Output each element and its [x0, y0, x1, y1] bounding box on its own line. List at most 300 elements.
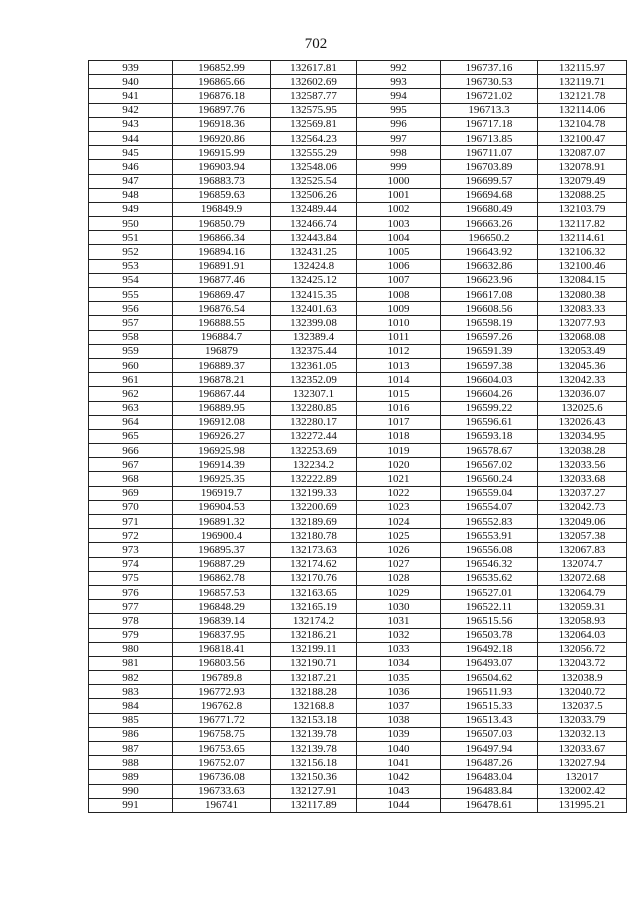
y-coordinate-cell: 132025.6 — [538, 401, 627, 415]
point-number-cell: 1000 — [357, 174, 441, 188]
y-coordinate-cell: 132173.63 — [271, 543, 357, 557]
x-coordinate-cell: 196733.63 — [173, 784, 271, 798]
y-coordinate-cell: 132103.79 — [538, 202, 627, 216]
x-coordinate-cell: 196553.91 — [441, 529, 538, 543]
y-coordinate-cell: 132114.06 — [538, 103, 627, 117]
y-coordinate-cell: 132088.25 — [538, 188, 627, 202]
y-coordinate-cell: 132234.2 — [271, 458, 357, 472]
x-coordinate-cell: 196483.04 — [441, 770, 538, 784]
point-number-cell: 979 — [89, 628, 173, 642]
point-number-cell: 985 — [89, 713, 173, 727]
x-coordinate-cell: 196876.54 — [173, 302, 271, 316]
table-row — [89, 387, 627, 401]
y-coordinate-cell: 132555.29 — [271, 146, 357, 160]
point-number-cell: 1022 — [357, 486, 441, 500]
point-number-cell: 1005 — [357, 245, 441, 259]
x-coordinate-cell: 196721.02 — [441, 89, 538, 103]
point-number-cell: 968 — [89, 472, 173, 486]
y-coordinate-cell: 132068.08 — [538, 330, 627, 344]
x-coordinate-cell: 196818.41 — [173, 642, 271, 656]
x-coordinate-cell: 196839.14 — [173, 614, 271, 628]
point-number-cell: 981 — [89, 656, 173, 670]
point-number-cell: 1032 — [357, 628, 441, 642]
point-number-cell: 984 — [89, 699, 173, 713]
y-coordinate-cell: 132375.44 — [271, 344, 357, 358]
point-number-cell: 975 — [89, 571, 173, 585]
point-number-cell: 1037 — [357, 699, 441, 713]
point-number-cell: 964 — [89, 415, 173, 429]
y-coordinate-cell: 132617.81 — [271, 61, 357, 75]
table-row — [89, 131, 627, 145]
x-coordinate-cell: 196504.62 — [441, 671, 538, 685]
point-number-cell: 1012 — [357, 344, 441, 358]
y-coordinate-cell: 132253.69 — [271, 444, 357, 458]
point-number-cell: 941 — [89, 89, 173, 103]
point-number-cell: 1006 — [357, 259, 441, 273]
point-number-cell: 1044 — [357, 798, 441, 812]
y-coordinate-cell: 132222.89 — [271, 472, 357, 486]
x-coordinate-cell: 196772.93 — [173, 685, 271, 699]
table-row — [89, 571, 627, 585]
point-number-cell: 954 — [89, 273, 173, 287]
table-row — [89, 202, 627, 216]
x-coordinate-cell: 196878.21 — [173, 373, 271, 387]
x-coordinate-cell: 196493.07 — [441, 656, 538, 670]
x-coordinate-cell: 196894.16 — [173, 245, 271, 259]
x-coordinate-cell: 196849.9 — [173, 202, 271, 216]
point-number-cell: 994 — [357, 89, 441, 103]
table-row — [89, 614, 627, 628]
y-coordinate-cell: 132002.42 — [538, 784, 627, 798]
table-row — [89, 103, 627, 117]
table-row — [89, 585, 627, 599]
point-number-cell: 991 — [89, 798, 173, 812]
y-coordinate-cell: 132078.91 — [538, 160, 627, 174]
table-row — [89, 174, 627, 188]
x-coordinate-cell: 196680.49 — [441, 202, 538, 216]
x-coordinate-cell: 196862.78 — [173, 571, 271, 585]
point-number-cell: 1040 — [357, 742, 441, 756]
table-row — [89, 472, 627, 486]
point-number-cell: 944 — [89, 131, 173, 145]
y-coordinate-cell: 132186.21 — [271, 628, 357, 642]
point-number-cell: 1003 — [357, 217, 441, 231]
x-coordinate-cell: 196789.8 — [173, 671, 271, 685]
point-number-cell: 967 — [89, 458, 173, 472]
y-coordinate-cell: 132569.81 — [271, 117, 357, 131]
y-coordinate-cell: 132079.49 — [538, 174, 627, 188]
x-coordinate-cell: 196919.7 — [173, 486, 271, 500]
y-coordinate-cell: 132587.77 — [271, 89, 357, 103]
x-coordinate-cell: 196891.91 — [173, 259, 271, 273]
point-number-cell: 947 — [89, 174, 173, 188]
x-coordinate-cell: 196741 — [173, 798, 271, 812]
table-row — [89, 231, 627, 245]
x-coordinate-cell: 196483.84 — [441, 784, 538, 798]
x-coordinate-cell: 196803.56 — [173, 656, 271, 670]
x-coordinate-cell: 196926.27 — [173, 429, 271, 443]
table-row — [89, 713, 627, 727]
point-number-cell: 1010 — [357, 316, 441, 330]
point-number-cell: 992 — [357, 61, 441, 75]
y-coordinate-cell: 132466.74 — [271, 217, 357, 231]
x-coordinate-cell: 196859.63 — [173, 188, 271, 202]
table-row — [89, 358, 627, 372]
y-coordinate-cell: 132280.85 — [271, 401, 357, 415]
y-coordinate-cell: 132038.28 — [538, 444, 627, 458]
y-coordinate-cell: 132043.72 — [538, 656, 627, 670]
x-coordinate-cell: 196918.36 — [173, 117, 271, 131]
x-coordinate-cell: 196597.26 — [441, 330, 538, 344]
table-row — [89, 61, 627, 75]
point-number-cell: 973 — [89, 543, 173, 557]
y-coordinate-cell: 132017 — [538, 770, 627, 784]
point-number-cell: 982 — [89, 671, 173, 685]
x-coordinate-cell: 196736.08 — [173, 770, 271, 784]
point-number-cell: 1019 — [357, 444, 441, 458]
point-number-cell: 956 — [89, 302, 173, 316]
point-number-cell: 1029 — [357, 585, 441, 599]
y-coordinate-cell: 132189.69 — [271, 515, 357, 529]
point-number-cell: 1011 — [357, 330, 441, 344]
point-number-cell: 940 — [89, 75, 173, 89]
table-row — [89, 89, 627, 103]
x-coordinate-cell: 196848.29 — [173, 600, 271, 614]
x-coordinate-cell: 196554.07 — [441, 500, 538, 514]
y-coordinate-cell: 132525.54 — [271, 174, 357, 188]
y-coordinate-cell: 132074.7 — [538, 557, 627, 571]
point-number-cell: 998 — [357, 146, 441, 160]
x-coordinate-cell: 196914.39 — [173, 458, 271, 472]
y-coordinate-cell: 132443.84 — [271, 231, 357, 245]
point-number-cell: 949 — [89, 202, 173, 216]
y-coordinate-cell: 131995.21 — [538, 798, 627, 812]
x-coordinate-cell: 196535.62 — [441, 571, 538, 585]
table-row — [89, 770, 627, 784]
x-coordinate-cell: 196597.38 — [441, 358, 538, 372]
x-coordinate-cell: 196762.8 — [173, 699, 271, 713]
point-number-cell: 987 — [89, 742, 173, 756]
x-coordinate-cell: 196604.26 — [441, 387, 538, 401]
y-coordinate-cell: 132104.78 — [538, 117, 627, 131]
y-coordinate-cell: 132115.97 — [538, 61, 627, 75]
point-number-cell: 1013 — [357, 358, 441, 372]
y-coordinate-cell: 132170.76 — [271, 571, 357, 585]
table-row — [89, 160, 627, 174]
x-coordinate-cell: 196593.18 — [441, 429, 538, 443]
x-coordinate-cell: 196925.35 — [173, 472, 271, 486]
x-coordinate-cell: 196889.95 — [173, 401, 271, 415]
x-coordinate-cell: 196730.53 — [441, 75, 538, 89]
x-coordinate-cell: 196511.93 — [441, 685, 538, 699]
x-coordinate-cell: 196546.32 — [441, 557, 538, 571]
point-number-cell: 1020 — [357, 458, 441, 472]
x-coordinate-cell: 196515.33 — [441, 699, 538, 713]
y-coordinate-cell: 132119.71 — [538, 75, 627, 89]
point-number-cell: 959 — [89, 344, 173, 358]
table-row — [89, 429, 627, 443]
x-coordinate-cell: 196608.56 — [441, 302, 538, 316]
y-coordinate-cell: 132100.47 — [538, 131, 627, 145]
x-coordinate-cell: 196925.98 — [173, 444, 271, 458]
y-coordinate-cell: 132165.19 — [271, 600, 357, 614]
table-row — [89, 444, 627, 458]
y-coordinate-cell: 132361.05 — [271, 358, 357, 372]
x-coordinate-cell: 196522.11 — [441, 600, 538, 614]
point-number-cell: 948 — [89, 188, 173, 202]
x-coordinate-cell: 196556.08 — [441, 543, 538, 557]
table-row — [89, 685, 627, 699]
point-number-cell: 961 — [89, 373, 173, 387]
x-coordinate-cell: 196879 — [173, 344, 271, 358]
x-coordinate-cell: 196753.65 — [173, 742, 271, 756]
y-coordinate-cell: 132087.07 — [538, 146, 627, 160]
x-coordinate-cell: 196567.02 — [441, 458, 538, 472]
table-row — [89, 316, 627, 330]
point-number-cell: 1034 — [357, 656, 441, 670]
x-coordinate-cell: 196897.76 — [173, 103, 271, 117]
table-row — [89, 500, 627, 514]
x-coordinate-cell: 196497.94 — [441, 742, 538, 756]
x-coordinate-cell: 196867.44 — [173, 387, 271, 401]
point-number-cell: 996 — [357, 117, 441, 131]
point-number-cell: 953 — [89, 259, 173, 273]
point-number-cell: 942 — [89, 103, 173, 117]
x-coordinate-cell: 196694.68 — [441, 188, 538, 202]
point-number-cell: 970 — [89, 500, 173, 514]
point-number-cell: 950 — [89, 217, 173, 231]
x-coordinate-cell: 196876.18 — [173, 89, 271, 103]
point-number-cell: 1041 — [357, 756, 441, 770]
x-coordinate-cell: 196837.95 — [173, 628, 271, 642]
y-coordinate-cell: 132045.36 — [538, 358, 627, 372]
point-number-cell: 990 — [89, 784, 173, 798]
x-coordinate-cell: 196900.4 — [173, 529, 271, 543]
x-coordinate-cell: 196492.18 — [441, 642, 538, 656]
table-row — [89, 756, 627, 770]
x-coordinate-cell: 196527.01 — [441, 585, 538, 599]
y-coordinate-cell: 132037.5 — [538, 699, 627, 713]
point-number-cell: 1017 — [357, 415, 441, 429]
y-coordinate-cell: 132174.62 — [271, 557, 357, 571]
point-number-cell: 1009 — [357, 302, 441, 316]
table-row — [89, 515, 627, 529]
x-coordinate-cell: 196903.94 — [173, 160, 271, 174]
y-coordinate-cell: 132352.09 — [271, 373, 357, 387]
x-coordinate-cell: 196617.08 — [441, 288, 538, 302]
point-number-cell: 1018 — [357, 429, 441, 443]
y-coordinate-cell: 132399.08 — [271, 316, 357, 330]
point-number-cell: 945 — [89, 146, 173, 160]
y-coordinate-cell: 132064.03 — [538, 628, 627, 642]
table-row — [89, 642, 627, 656]
y-coordinate-cell: 132431.25 — [271, 245, 357, 259]
page-number: 702 — [304, 36, 328, 52]
point-number-cell: 986 — [89, 727, 173, 741]
y-coordinate-cell: 132033.68 — [538, 472, 627, 486]
table-row — [89, 656, 627, 670]
y-coordinate-cell: 132139.78 — [271, 727, 357, 741]
y-coordinate-cell: 132156.18 — [271, 756, 357, 770]
point-number-cell: 1038 — [357, 713, 441, 727]
x-coordinate-cell: 196889.37 — [173, 358, 271, 372]
point-number-cell: 977 — [89, 600, 173, 614]
y-coordinate-cell: 132272.44 — [271, 429, 357, 443]
table-row — [89, 188, 627, 202]
y-coordinate-cell: 132067.83 — [538, 543, 627, 557]
point-number-cell: 983 — [89, 685, 173, 699]
x-coordinate-cell: 196912.08 — [173, 415, 271, 429]
point-number-cell: 988 — [89, 756, 173, 770]
x-coordinate-cell: 196643.92 — [441, 245, 538, 259]
point-number-cell: 960 — [89, 358, 173, 372]
table-row — [89, 415, 627, 429]
coordinates-table — [88, 60, 627, 813]
y-coordinate-cell: 132190.71 — [271, 656, 357, 670]
x-coordinate-cell: 196852.99 — [173, 61, 271, 75]
x-coordinate-cell: 196591.39 — [441, 344, 538, 358]
x-coordinate-cell: 196513.43 — [441, 713, 538, 727]
table-row — [89, 288, 627, 302]
point-number-cell: 1039 — [357, 727, 441, 741]
x-coordinate-cell: 196515.56 — [441, 614, 538, 628]
point-number-cell: 1007 — [357, 273, 441, 287]
y-coordinate-cell: 132401.63 — [271, 302, 357, 316]
y-coordinate-cell: 132106.32 — [538, 245, 627, 259]
x-coordinate-cell: 196713.3 — [441, 103, 538, 117]
table-row — [89, 373, 627, 387]
point-number-cell: 946 — [89, 160, 173, 174]
y-coordinate-cell: 132174.2 — [271, 614, 357, 628]
y-coordinate-cell: 132100.46 — [538, 259, 627, 273]
y-coordinate-cell: 132425.12 — [271, 273, 357, 287]
point-number-cell: 1025 — [357, 529, 441, 543]
y-coordinate-cell: 132057.38 — [538, 529, 627, 543]
x-coordinate-cell: 196578.67 — [441, 444, 538, 458]
y-coordinate-cell: 132032.13 — [538, 727, 627, 741]
point-number-cell: 1024 — [357, 515, 441, 529]
point-number-cell: 957 — [89, 316, 173, 330]
x-coordinate-cell: 196887.29 — [173, 557, 271, 571]
y-coordinate-cell: 132389.4 — [271, 330, 357, 344]
table-row — [89, 529, 627, 543]
point-number-cell: 1026 — [357, 543, 441, 557]
x-coordinate-cell: 196869.47 — [173, 288, 271, 302]
y-coordinate-cell: 132199.11 — [271, 642, 357, 656]
x-coordinate-cell: 196752.07 — [173, 756, 271, 770]
table-row — [89, 798, 627, 812]
x-coordinate-cell: 196883.73 — [173, 174, 271, 188]
y-coordinate-cell: 132072.68 — [538, 571, 627, 585]
point-number-cell: 993 — [357, 75, 441, 89]
x-coordinate-cell: 196703.89 — [441, 160, 538, 174]
y-coordinate-cell: 132200.69 — [271, 500, 357, 514]
y-coordinate-cell: 132037.27 — [538, 486, 627, 500]
point-number-cell: 1033 — [357, 642, 441, 656]
y-coordinate-cell: 132080.38 — [538, 288, 627, 302]
y-coordinate-cell: 132415.35 — [271, 288, 357, 302]
table-row — [89, 75, 627, 89]
x-coordinate-cell: 196487.26 — [441, 756, 538, 770]
table-row — [89, 330, 627, 344]
table-row — [89, 600, 627, 614]
y-coordinate-cell: 132307.1 — [271, 387, 357, 401]
point-number-cell: 952 — [89, 245, 173, 259]
y-coordinate-cell: 132036.07 — [538, 387, 627, 401]
y-coordinate-cell: 132180.78 — [271, 529, 357, 543]
x-coordinate-cell: 196478.61 — [441, 798, 538, 812]
x-coordinate-cell: 196877.46 — [173, 273, 271, 287]
y-coordinate-cell: 132117.89 — [271, 798, 357, 812]
table-row — [89, 259, 627, 273]
x-coordinate-cell: 196559.04 — [441, 486, 538, 500]
x-coordinate-cell: 196758.75 — [173, 727, 271, 741]
table-row — [89, 628, 627, 642]
point-number-cell: 1001 — [357, 188, 441, 202]
table-row — [89, 486, 627, 500]
x-coordinate-cell: 196884.7 — [173, 330, 271, 344]
x-coordinate-cell: 196604.03 — [441, 373, 538, 387]
y-coordinate-cell: 132027.94 — [538, 756, 627, 770]
x-coordinate-cell: 196599.22 — [441, 401, 538, 415]
x-coordinate-cell: 196552.83 — [441, 515, 538, 529]
point-number-cell: 1031 — [357, 614, 441, 628]
table-row — [89, 146, 627, 160]
point-number-cell: 969 — [89, 486, 173, 500]
point-number-cell: 972 — [89, 529, 173, 543]
x-coordinate-cell: 196560.24 — [441, 472, 538, 486]
point-number-cell: 955 — [89, 288, 173, 302]
x-coordinate-cell: 196598.19 — [441, 316, 538, 330]
point-number-cell: 1030 — [357, 600, 441, 614]
point-number-cell: 976 — [89, 585, 173, 599]
table-row — [89, 557, 627, 571]
y-coordinate-cell: 132280.17 — [271, 415, 357, 429]
table-row — [89, 344, 627, 358]
point-number-cell: 1014 — [357, 373, 441, 387]
point-number-cell: 980 — [89, 642, 173, 656]
x-coordinate-cell: 196866.34 — [173, 231, 271, 245]
x-coordinate-cell: 196891.32 — [173, 515, 271, 529]
y-coordinate-cell: 132114.61 — [538, 231, 627, 245]
point-number-cell: 971 — [89, 515, 173, 529]
y-coordinate-cell: 132424.8 — [271, 259, 357, 273]
y-coordinate-cell: 132042.33 — [538, 373, 627, 387]
x-coordinate-cell: 196888.55 — [173, 316, 271, 330]
y-coordinate-cell: 132150.36 — [271, 770, 357, 784]
y-coordinate-cell: 132163.65 — [271, 585, 357, 599]
y-coordinate-cell: 132139.78 — [271, 742, 357, 756]
point-number-cell: 939 — [89, 61, 173, 75]
y-coordinate-cell: 132053.49 — [538, 344, 627, 358]
point-number-cell: 1035 — [357, 671, 441, 685]
y-coordinate-cell: 132033.56 — [538, 458, 627, 472]
point-number-cell: 989 — [89, 770, 173, 784]
point-number-cell: 1008 — [357, 288, 441, 302]
y-coordinate-cell: 132038.9 — [538, 671, 627, 685]
x-coordinate-cell: 196699.57 — [441, 174, 538, 188]
y-coordinate-cell: 132042.73 — [538, 500, 627, 514]
y-coordinate-cell: 132033.79 — [538, 713, 627, 727]
y-coordinate-cell: 132117.82 — [538, 217, 627, 231]
point-number-cell: 995 — [357, 103, 441, 117]
y-coordinate-cell: 132575.95 — [271, 103, 357, 117]
y-coordinate-cell: 132199.33 — [271, 486, 357, 500]
x-coordinate-cell: 196507.03 — [441, 727, 538, 741]
table-row — [89, 273, 627, 287]
table-row — [89, 671, 627, 685]
table-row — [89, 245, 627, 259]
